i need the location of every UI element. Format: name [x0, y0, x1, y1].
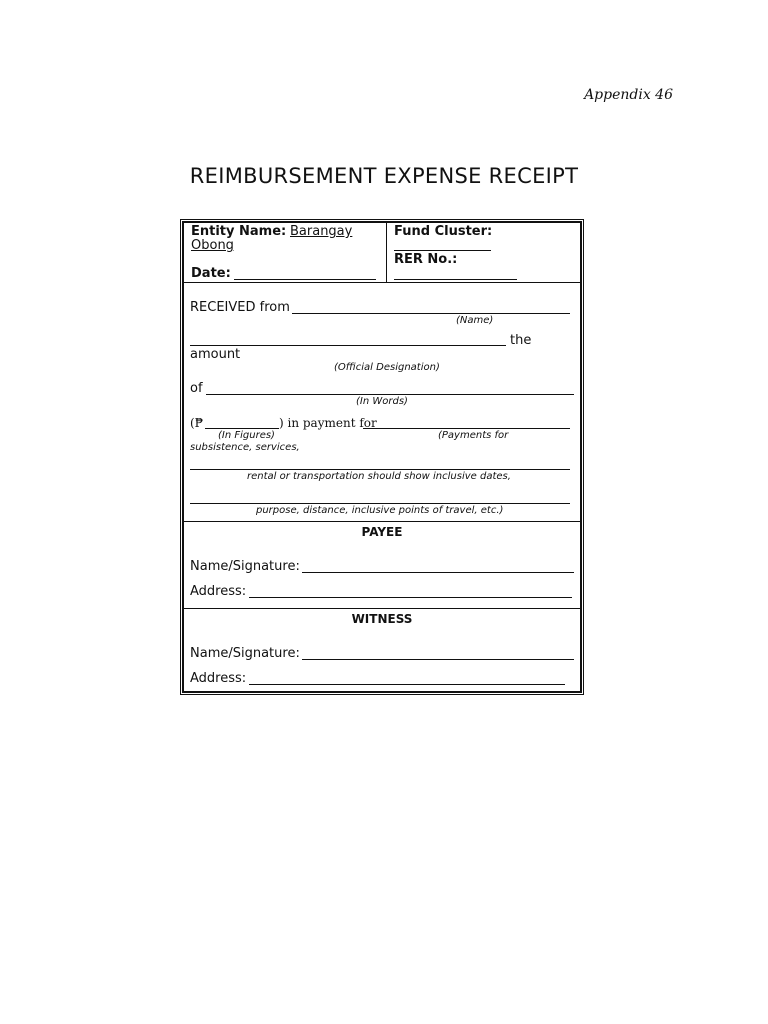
entity-name-value-line2: Obong: [191, 238, 234, 253]
details-line-2: [190, 503, 570, 504]
entity-date-cell: [184, 223, 387, 282]
rer-no-label: RER No.:: [394, 252, 458, 267]
in-figures-caption: (In Figures): [218, 430, 275, 441]
peso-open: (₱: [190, 416, 204, 430]
in-words-caption: (In Words): [356, 396, 408, 407]
date-line: [234, 279, 376, 280]
date-label: Date:: [191, 266, 231, 281]
payee-name-signature-label: Name/Signature:: [190, 559, 300, 574]
fund-cluster-line: [394, 250, 491, 251]
receipt-form: [182, 221, 582, 693]
received-from-label: RECEIVED from: [190, 300, 290, 315]
received-from-line: [292, 313, 570, 314]
in-payment-for-label: ) in payment for: [279, 416, 377, 430]
witness-name-signature-line: [302, 659, 574, 660]
official-designation-caption: (Official Designation): [334, 362, 440, 373]
details-line-1: [190, 469, 570, 470]
payment-for-line: [363, 428, 570, 429]
payee-heading: PAYEE: [361, 525, 403, 539]
amount-words-line: [206, 394, 574, 395]
designation-line: [190, 345, 506, 346]
purpose-caption: purpose, distance, inclusive points of travel, etc.): [256, 505, 504, 516]
appendix-label: Appendix 46: [584, 87, 673, 103]
witness-name-signature-label: Name/Signature:: [190, 646, 300, 661]
payee-name-signature-line: [302, 572, 574, 573]
amount-figures-line: [205, 428, 279, 429]
payments-for-caption: (Payments for: [438, 430, 509, 441]
payee-address-label: Address:: [190, 584, 247, 599]
payee-address-line: [249, 597, 572, 598]
witness-separator: [184, 608, 580, 609]
subsistence-caption: subsistence, services,: [190, 442, 300, 453]
rental-caption: rental or transportation should show inclusive dates,: [247, 471, 511, 482]
the-label: the: [510, 333, 532, 348]
rer-no-line: [394, 279, 517, 280]
entity-name-value-line1: Barangay: [290, 224, 353, 239]
payee-separator: [184, 521, 580, 522]
of-label: of: [190, 381, 203, 396]
page-title: REIMBURSEMENT EXPENSE RECEIPT: [189, 164, 579, 188]
entity-name-label: Entity Name:: [191, 224, 287, 239]
witness-address-label: Address:: [190, 671, 247, 686]
witness-heading: WITNESS: [351, 612, 413, 626]
amount-label: amount: [190, 347, 241, 362]
name-caption: (Name): [456, 315, 494, 326]
form-header: [184, 223, 580, 283]
witness-address-line: [249, 684, 565, 685]
fund-cluster-label: Fund Cluster:: [394, 224, 493, 239]
